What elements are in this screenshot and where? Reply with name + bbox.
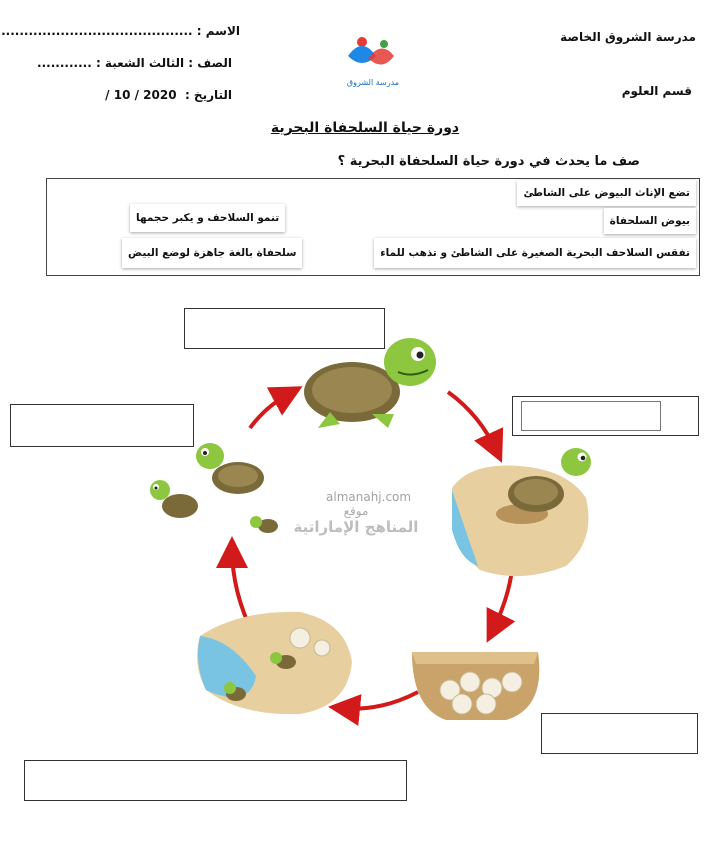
cycle-arrow (232, 548, 262, 650)
school-logo (338, 34, 408, 87)
watermark-brand-1: موقع (343, 504, 369, 518)
date-label: التاريخ : (184, 88, 232, 102)
answer-box-top[interactable] (184, 308, 385, 349)
class-label: الصف : الثالث الشعبة : (95, 56, 232, 70)
word-card[interactable]: بيوض السلحفاة (604, 208, 696, 234)
answer-box-bottom-right[interactable] (541, 713, 698, 754)
adult-turtle-image (304, 338, 436, 428)
word-card[interactable]: تنمو السلاحف و يكبر حجمها (130, 204, 285, 232)
class-dots: ............ (37, 56, 92, 70)
young-turtles-image (150, 443, 278, 533)
cycle-arrow (340, 692, 418, 709)
question-text: صف ما يحدث في دورة حياة السلحفاة البحرية ؟ (337, 154, 640, 169)
answer-box-bottom-left[interactable] (24, 760, 407, 801)
school-name: مدرسة الشروق الخاصة (560, 30, 696, 44)
name-label: الاسم : (196, 24, 240, 38)
name-line (1, 24, 240, 38)
word-card[interactable]: سلحفاة بالغة جاهزة لوضع البيض (122, 238, 302, 268)
date-line (105, 88, 232, 102)
word-card[interactable]: تفقس السلاحف البحرية الصغيرة على الشاطئ و تذهب للماء (374, 238, 696, 268)
watermark-site: almanahj.com (326, 490, 412, 504)
turtle-eggs-image (412, 652, 539, 720)
class-line (37, 56, 232, 70)
word-card[interactable]: تضع الإناث البيوض على الشاطئ (517, 180, 696, 206)
date-value: 2020 / 10 / (105, 88, 177, 102)
name-dots: .......................................... (1, 24, 193, 38)
nesting-turtle-image (452, 448, 591, 576)
cycle-arrow (250, 392, 292, 428)
logo-caption: مدرسة الشروق (346, 78, 400, 87)
worksheet-title: دورة حياة السلحفاة البحرية (270, 120, 460, 136)
cycle-arrow (492, 570, 512, 632)
answer-box-left[interactable] (10, 404, 194, 447)
answer-box-right[interactable] (512, 396, 699, 436)
hatchlings-image (197, 612, 352, 714)
watermark (286, 490, 426, 536)
department: قسم العلوم (621, 84, 692, 98)
answer-box-inner-line (521, 401, 661, 431)
watermark-brand-2: المناهج الإماراتية (293, 518, 419, 536)
cycle-arrow (448, 392, 497, 452)
